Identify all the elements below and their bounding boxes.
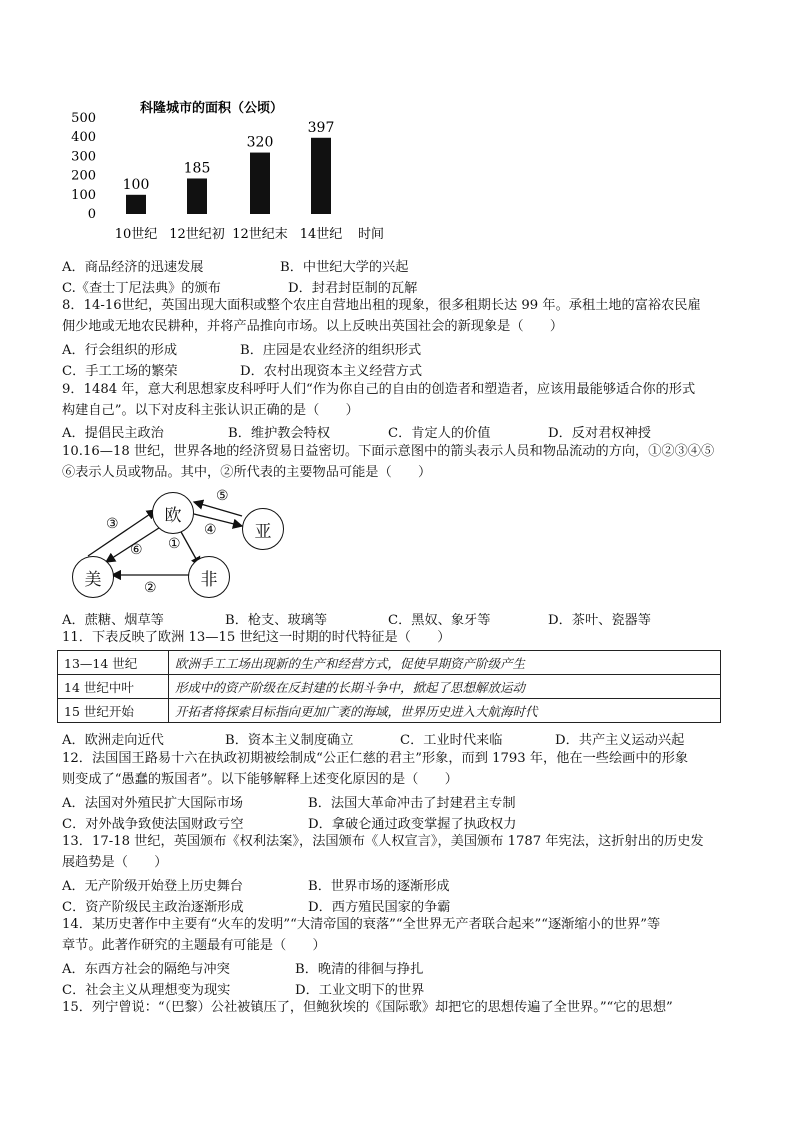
q11-table [57, 650, 721, 723]
q13-option-c[interactable]: C．资产阶级民主政治逐渐形成 [62, 900, 244, 915]
bar-value-label: 185 [183, 160, 211, 177]
q10-option-b[interactable]: B．枪支、玻璃等 [225, 613, 328, 628]
table-cell: 15 世纪开始 [58, 699, 169, 723]
x-axis-label: 时间 [358, 227, 385, 242]
q8-stem-1: 8．14-16世纪，英国出现大面积或整个农庄自营地出租的现象，很多租期长达 99 年。承租土地的富裕农民雇 [62, 298, 701, 313]
table-row [58, 675, 721, 699]
q10-stem-1: 10.16—18 世纪，世界各地的经济贸易日益密切。下面示意图中的箭头表示人员和物品流动的方向，①②③④⑤ [62, 444, 715, 459]
category-label: 14世纪 [299, 227, 343, 242]
q14-option-a[interactable]: A．东西方社会的隔绝与冲突 [62, 962, 230, 977]
table-row [58, 699, 721, 723]
q11-option-b[interactable]: B．资本主义制度确立 [225, 733, 354, 748]
arrow-label-4: ④ [204, 522, 217, 538]
node-america: 美 [72, 556, 114, 598]
table-cell: 13—14 世纪 [58, 651, 169, 675]
trade-diagram [70, 488, 290, 603]
y-tick-label: 0 [87, 207, 96, 222]
q7-option-c[interactable]: C.《查士丁尼法典》的颁布 [62, 281, 221, 296]
q7-option-a[interactable]: A．商品经济的迅速发展 [62, 260, 204, 275]
q13-stem-2: 展趋势是（ ） [62, 855, 168, 870]
q13-option-a[interactable]: A．无产阶级开始登上历史舞台 [62, 879, 243, 894]
q9-option-c[interactable]: C．肯定人的价值 [388, 426, 491, 441]
q8-option-c[interactable]: C．手工工场的繁荣 [62, 364, 178, 379]
q7-option-d[interactable]: D．封君封臣制的瓦解 [288, 281, 418, 296]
bar [187, 178, 207, 214]
node-asia: 亚 [242, 508, 284, 550]
bar [311, 138, 331, 214]
bar [250, 153, 270, 214]
q9-option-d[interactable]: D．反对君权神授 [548, 426, 651, 441]
q12-option-a[interactable]: A．法国对外殖民扩大国际市场 [62, 796, 243, 811]
q11-option-c[interactable]: C．工业时代来临 [400, 733, 503, 748]
q12-stem-2: 则变成了“愚蠢的叛国者”。以下能够解释上述变化原因的是（ ） [62, 772, 458, 787]
q13-option-d[interactable]: D．西方殖民国家的争霸 [308, 900, 451, 915]
q12-option-d[interactable]: D．拿破仑通过政变掌握了执政权力 [308, 817, 517, 832]
bar-value-label: 397 [307, 119, 335, 136]
q12-option-c[interactable]: C．对外战争致使法国财政亏空 [62, 817, 244, 832]
arrow-label-2: ② [144, 580, 157, 596]
q7-option-b[interactable]: B．中世纪大学的兴起 [280, 260, 409, 275]
q14-stem-2: 章节。此著作研究的主题最有可能是（ ） [62, 938, 326, 953]
bar [126, 195, 146, 214]
q9-option-b[interactable]: B．维护教会特权 [228, 426, 331, 441]
q13-stem-1: 13．17-18 世纪，英国颁布《权利法案》，法国颁布《人权宣言》，美国颁布 1787 年宪法，这折射出的历史发 [62, 834, 704, 849]
q8-stem-2: 佣少地或无地农民耕种，并将产品推向市场。以上反映出英国社会的新现象是（ ） [62, 319, 564, 334]
node-africa: 非 [188, 556, 230, 598]
q10-option-c[interactable]: C．黑奴、象牙等 [388, 613, 491, 628]
q14-option-c[interactable]: C．社会主义从理想变为现实 [62, 983, 231, 998]
q9-option-a[interactable]: A．提倡民主政治 [62, 426, 164, 441]
q15-stem: 15．列宁曾说：“（巴黎）公社被镇压了，但鲍狄埃的《国际歌》却把它的思想传遍了全世界。”“它的思想” [62, 1000, 673, 1015]
table-cell: 欧洲手工工场出现新的生产和经营方式，促使早期资产阶级产生 [169, 651, 721, 675]
q12-option-b[interactable]: B．法国大革命冲击了封建君主专制 [308, 796, 516, 811]
q14-stem-1: 14．某历史著作中主要有“火车的发明”“大清帝国的衰落”“全世界无产者联合起来”“逐渐缩小的世界”等 [62, 917, 661, 932]
q9-stem-1: 9．1484 年，意大利思想家皮科呼吁人们“作为你自己的自由的创造者和塑造者，应该用最能够适合你的形式 [62, 382, 696, 397]
q10-stem-2: ⑥表示人员或物品。其中，②所代表的主要物品可能是（ ） [62, 465, 432, 480]
q11-option-a[interactable]: A．欧洲走向近代 [62, 733, 164, 748]
q8-option-b[interactable]: B．庄园是农业经济的组织形式 [240, 343, 422, 358]
y-tick-label: 300 [71, 149, 96, 165]
y-tick-label: 200 [71, 168, 96, 184]
arrow-label-6: ⑥ [130, 542, 143, 558]
q10-option-a[interactable]: A．蔗糖、烟草等 [62, 613, 164, 628]
table-row [58, 651, 721, 675]
table-cell: 14 世纪中叶 [58, 675, 169, 699]
category-label: 12世纪初 [169, 227, 225, 242]
chart-title: 科隆城市的面积（公顷） [140, 101, 284, 116]
table-cell: 形成中的资产阶级在反封建的长期斗争中，掀起了思想解放运动 [169, 675, 721, 699]
q11-option-d[interactable]: D．共产主义运动兴起 [555, 733, 685, 748]
arrow-label-3: ③ [106, 516, 119, 532]
node-europe: 欧 [152, 492, 194, 534]
y-tick-label: 500 [71, 111, 96, 126]
q14-option-b[interactable]: B．晚清的徘徊与挣扎 [295, 962, 424, 977]
bar-value-label: 320 [246, 134, 274, 151]
q9-stem-2: 构建自己”。以下对皮科主张认识正确的是（ ） [62, 403, 359, 418]
arrow-label-1: ① [168, 536, 181, 552]
q8-option-a[interactable]: A．行会组织的形成 [62, 343, 178, 358]
q14-option-d[interactable]: D．工业文明下的世界 [295, 983, 425, 998]
category-label: 12世纪末 [232, 227, 288, 242]
arrow-label-5: ⑤ [216, 488, 229, 504]
q10-option-d[interactable]: D．茶叶、瓷器等 [548, 613, 651, 628]
q11-stem: 11．下表反映了欧洲 13—15 世纪这一时期的时代特征是（ ） [62, 630, 451, 645]
bar-chart [60, 90, 400, 250]
bar-value-label: 100 [122, 176, 150, 193]
q8-option-d[interactable]: D．农村出现资本主义经营方式 [240, 364, 423, 379]
q12-stem-1: 12．法国国王路易十六在执政初期被绘制成“公正仁慈的君主”形象，而到 1793 年，他在一些绘画中的形象 [62, 751, 689, 766]
y-tick-label: 400 [71, 130, 96, 146]
category-label: 10世纪 [114, 227, 158, 242]
q13-option-b[interactable]: B．世界市场的逐渐形成 [308, 879, 450, 894]
y-tick-label: 100 [71, 187, 96, 203]
table-cell: 开拓者将探索目标指向更加广袤的海域，世界历史进入大航海时代 [169, 699, 721, 723]
